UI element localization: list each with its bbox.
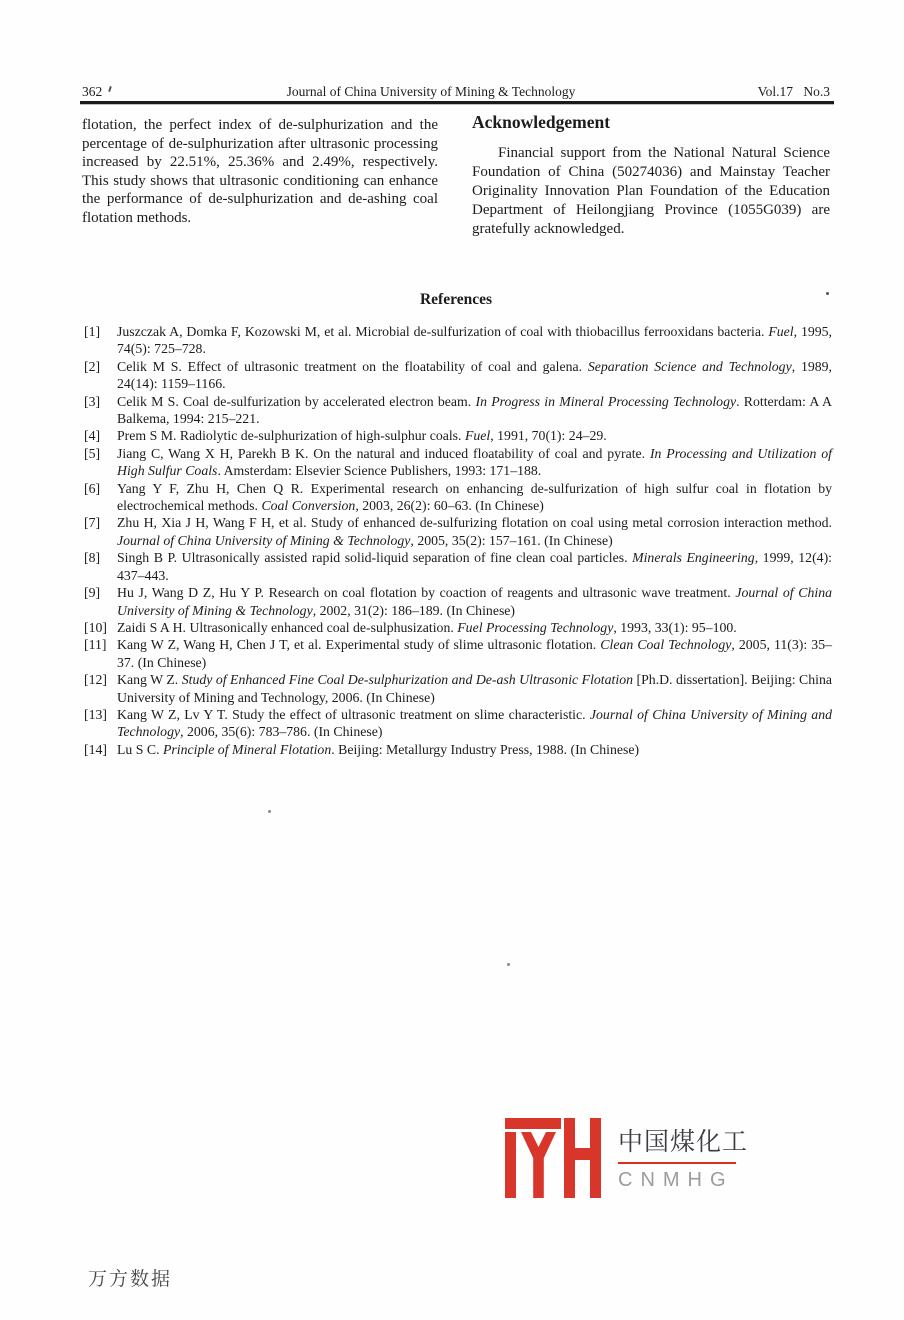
reference-citation: Prem S M. Radiolytic de-sulphurization of high-sulphur coals. bbox=[117, 428, 465, 444]
reference-text bbox=[117, 358, 832, 393]
reference-number: [1] bbox=[84, 324, 101, 339]
china-coal-chemical-logo bbox=[505, 1118, 749, 1198]
reference-citation: Hu J, Wang D Z, Hu Y P. Research on coal flotation by coaction of reagents and ultrasonic wave treatment. bbox=[117, 585, 736, 601]
reference-locator: . Rotterdam: A A Balkema, 1994: 215–221. bbox=[117, 393, 832, 427]
reference-source: Journal of China University of Mining and Technology bbox=[117, 706, 832, 740]
reference-source: In Progress in Mineral Processing Technology bbox=[475, 393, 737, 409]
reference-number: [13] bbox=[84, 706, 107, 722]
reference-entry bbox=[84, 393, 832, 428]
reference-number: [9] bbox=[84, 585, 101, 601]
reference-text bbox=[117, 480, 832, 515]
reference-locator: . Amsterdam: Elsevier Science Publishers, 1993: 171–188. bbox=[217, 463, 542, 479]
reference-citation: Jiang C, Wang X H, Parekh B K. On the natural and induced floatability of coal and pyrate. bbox=[117, 445, 650, 461]
reference-text bbox=[117, 741, 832, 758]
reference-number: [7] bbox=[84, 515, 101, 531]
reference-locator: [Ph.D. dissertation]. Beijing: China University of Mining and Technology, 2006. (In Chinese) bbox=[117, 672, 832, 705]
reference-locator: . Beijing: Metallurgy Industry Press, 1988. (In Chinese) bbox=[331, 741, 640, 757]
reference-text bbox=[117, 584, 832, 619]
mh-logo-mark-icon bbox=[505, 1118, 601, 1198]
issue-label: Vol.17 No.3 bbox=[757, 84, 830, 99]
scan-speck bbox=[826, 292, 829, 295]
reference-citation: Kang W Z, Lv Y T. Study the effect of ultrasonic treatment on slime characteristic. bbox=[117, 706, 590, 722]
reference-source: Fuel bbox=[464, 428, 491, 444]
reference-text bbox=[117, 619, 832, 636]
conclusion-text: flotation, the perfect index of de-sulphurization and the percentage of de-sulphurization after ultrasonic processing increased by 22.51%, 25.36% and 2.49%, respectively. This study shows that ultrasonic conditioning can enhance the performance of de-sulphurization and de-ashing coal flotation methods. bbox=[82, 117, 438, 226]
reference-source: Journal of China University of Mining & Technology bbox=[117, 585, 833, 618]
reference-source: Principle of Mineral Flotation bbox=[163, 741, 332, 757]
reference-number: [8] bbox=[84, 550, 101, 566]
reference-locator: , 2003, 26(2): 60–63. (In Chinese) bbox=[355, 498, 544, 514]
reference-text bbox=[117, 427, 832, 444]
reference-number: [6] bbox=[84, 480, 101, 496]
reference-number: [10] bbox=[84, 619, 107, 635]
reference-text bbox=[117, 393, 832, 428]
reference-entry bbox=[84, 445, 832, 480]
logo-divider bbox=[618, 1162, 736, 1164]
reference-locator: , 1993, 33(1): 95–100. bbox=[613, 619, 737, 635]
reference-text bbox=[117, 636, 832, 671]
reference-locator: , 2005, 11(3): 35–37. (In Chinese) bbox=[117, 637, 832, 670]
reference-locator: , 1995, 74(5): 725–728. bbox=[117, 324, 832, 357]
reference-locator: , 1991, 70(1): 24–29. bbox=[490, 428, 607, 444]
scan-speck bbox=[268, 810, 271, 813]
references-heading: References bbox=[419, 291, 492, 308]
reference-entry bbox=[84, 514, 832, 549]
reference-source: Fuel bbox=[768, 324, 794, 339]
reference-entry bbox=[84, 358, 832, 393]
reference-text bbox=[117, 549, 832, 584]
reference-citation: Zhu H, Xia J H, Wang F H, et al. Study of enhanced de-sulfurizing flotation on coal using metal corrosion interaction method. bbox=[117, 515, 832, 531]
page-header bbox=[82, 84, 830, 100]
reference-source: Minerals Engineering bbox=[632, 550, 755, 566]
reference-entry bbox=[84, 427, 832, 444]
reference-number: [2] bbox=[84, 358, 101, 374]
reference-locator: , 2006, 35(6): 783–786. (In Chinese) bbox=[180, 724, 383, 740]
reference-citation: Celik M S. Coal de-sulfurization by accelerated electron beam. bbox=[117, 393, 476, 409]
reference-entry bbox=[84, 619, 832, 636]
reference-entry bbox=[84, 636, 832, 671]
reference-number: [12] bbox=[84, 672, 107, 688]
reference-entry bbox=[84, 584, 832, 619]
reference-source: In Processing and Utilization of High Sulfur Coals bbox=[117, 445, 832, 479]
reference-citation: Singh B P. Ultrasonically assisted rapid solid-liquid separation of fine clean coal particles. bbox=[117, 550, 633, 566]
reference-citation: Zaidi S A H. Ultrasonically enhanced coal de-sulphusization. bbox=[117, 619, 458, 635]
reference-text bbox=[117, 445, 832, 480]
reference-citation: Kang W Z, Wang H, Chen J T, et al. Experimental study of slime ultrasonic flotation. bbox=[117, 637, 601, 653]
reference-citation: Yang Y F, Zhu H, Chen Q R. Experimental research on enhancing de-sulfurization of high sulfur coal in flotation by electrochemical methods. bbox=[117, 480, 832, 514]
journal-title: Journal of China University of Mining & Technology bbox=[286, 84, 576, 99]
reference-number: [14] bbox=[84, 741, 107, 757]
page-number: 362 bbox=[82, 84, 103, 99]
reference-source: Separation Science and Technology bbox=[587, 358, 792, 374]
wanfang-data-watermark: 万方数据 bbox=[88, 1269, 173, 1290]
reference-entry bbox=[84, 549, 832, 584]
reference-citation: Kang W Z. bbox=[117, 672, 182, 688]
reference-citation: Lu S C. bbox=[117, 741, 163, 757]
reference-locator: , 2005, 35(2): 157–161. (In Chinese) bbox=[410, 532, 613, 548]
reference-source: Coal Conversion bbox=[261, 498, 356, 514]
acknowledgement-body: Financial support from the National Natural Science Foundation of China (50274036) and Mainstay Teacher Originality Innovation Plan Foundation of the Education Department of Heilongjiang Province (1055G039) are gratefully acknowledged. bbox=[472, 145, 830, 237]
reference-source: Journal of China University of Mining & Technology bbox=[117, 532, 411, 548]
reference-text bbox=[117, 706, 832, 741]
reference-number: [4] bbox=[84, 428, 101, 444]
reference-entry bbox=[84, 480, 832, 515]
reference-source: Clean Coal Technology bbox=[600, 637, 732, 653]
reference-locator: , 1999, 12(4): 437–443. bbox=[117, 550, 832, 583]
reference-citation: Juszczak A, Domka F, Kozowski M, et al. Microbial de-sulfurization of coal with thiobacillus ferrooxidans bacteria. bbox=[117, 324, 769, 339]
reference-text bbox=[117, 323, 832, 358]
reference-number: [11] bbox=[84, 637, 107, 653]
logo-latin-name: CNMHG bbox=[618, 1169, 734, 1191]
header-rule bbox=[80, 101, 834, 104]
reference-number: [3] bbox=[84, 393, 101, 409]
reference-entry bbox=[84, 671, 832, 706]
reference-number: [5] bbox=[84, 445, 101, 461]
reference-source: Study of Enhanced Fine Coal De-sulphurization and De-ash Ultrasonic Flotation bbox=[181, 672, 633, 688]
reference-entry bbox=[84, 323, 832, 358]
scan-speck bbox=[507, 963, 510, 966]
reference-locator: , 2002, 31(2): 186–189. (In Chinese) bbox=[312, 602, 516, 618]
logo-text-block bbox=[618, 1118, 749, 1192]
reference-source: Fuel Processing Technology bbox=[457, 619, 614, 635]
reference-locator: , 1989, 24(14): 1159–1166. bbox=[117, 358, 833, 392]
reference-text bbox=[117, 514, 832, 549]
logo-chinese-name: 中国煤化工 bbox=[618, 1128, 749, 1156]
reference-entry bbox=[84, 706, 832, 741]
acknowledgement-heading: Acknowledgement bbox=[472, 112, 611, 132]
references-list bbox=[84, 323, 832, 758]
reference-entry bbox=[84, 741, 832, 758]
reference-citation: Celik M S. Effect of ultrasonic treatment on the floatability of coal and galena. bbox=[117, 358, 588, 374]
reference-text bbox=[117, 671, 832, 706]
acknowledgement-section bbox=[472, 112, 830, 239]
